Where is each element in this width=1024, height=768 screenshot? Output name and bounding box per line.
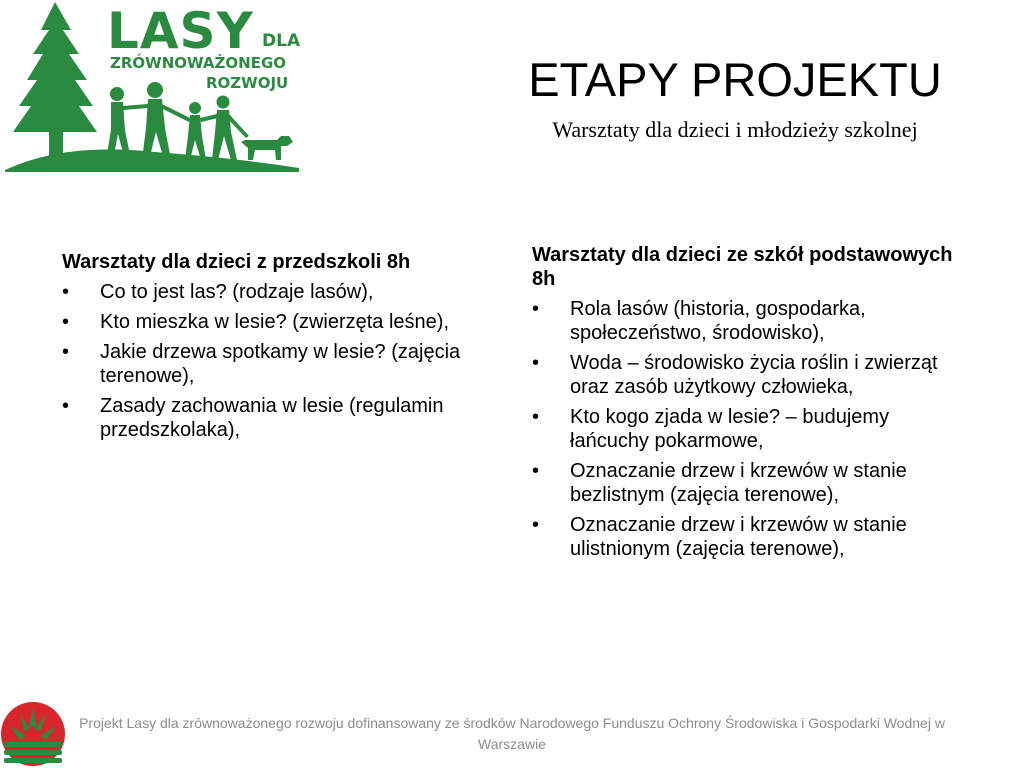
page-subtitle: Warsztaty dla dzieci i młodzieży szkolnej bbox=[552, 117, 918, 142]
list-item-text: Zasady zachowania w lesie (regulamin przedszkolaka), bbox=[100, 395, 444, 441]
list-item bbox=[62, 340, 482, 388]
list-item-text: Oznaczanie drzew i krzewów w stanie bezlistnym (zajęcia terenowe), bbox=[570, 460, 907, 506]
bullet-icon: • bbox=[532, 514, 540, 536]
list-item bbox=[532, 297, 972, 345]
list-item-text: Oznaczanie drzew i krzewów w stanie ulistnionym (zajęcia terenowe), bbox=[570, 514, 907, 560]
primary-school-topics-list bbox=[532, 297, 972, 561]
logo-text-rozwoju: ROZWOJU bbox=[206, 74, 289, 92]
bullet-icon: • bbox=[532, 352, 540, 374]
list-item-text: Kto kogo zjada w lesie? – budujemy łańcuchy pokarmowe, bbox=[570, 406, 890, 452]
logo-text-zrownowazonego: ZRÓWNOWAŻONEGO bbox=[110, 54, 287, 72]
list-item bbox=[532, 459, 972, 507]
nfosigw-emblem-icon bbox=[0, 698, 66, 768]
preschool-workshops-column bbox=[62, 250, 482, 448]
preschool-topics-list bbox=[62, 280, 482, 442]
list-item-text: Rola lasów (historia, gospodarka, społeczeństwo, środowisko), bbox=[570, 298, 866, 344]
list-item-text: Co to jest las? (rodzaje lasów), bbox=[100, 281, 374, 303]
bullet-icon: • bbox=[62, 281, 70, 303]
column-heading: Warsztaty dla dzieci ze szkół podstawowych 8h bbox=[532, 244, 953, 290]
list-item-text: Jakie drzewa spotkamy w lesie? (zajęcia terenowe), bbox=[100, 341, 461, 387]
column-heading: Warsztaty dla dzieci z przedszkoli 8h bbox=[62, 251, 411, 273]
list-item-text: Kto mieszka w lesie? (zwierzęta leśne), bbox=[100, 311, 450, 333]
list-item bbox=[532, 351, 972, 399]
list-item bbox=[532, 513, 972, 561]
list-item bbox=[62, 310, 482, 334]
logo-text-dla: DLA bbox=[262, 31, 301, 51]
list-item-text: Woda – środowisko życia roślin i zwierząt oraz zasób użytkowy człowieka, bbox=[570, 352, 938, 398]
page-title: ETAPY PROJEKTU bbox=[528, 53, 942, 106]
logo-text-lasy: LASY bbox=[107, 2, 254, 60]
bullet-icon: • bbox=[532, 406, 540, 428]
list-item bbox=[532, 405, 972, 453]
primary-school-workshops-column bbox=[532, 243, 972, 567]
list-item bbox=[62, 394, 482, 442]
list-item bbox=[62, 280, 482, 304]
project-logo bbox=[5, 2, 301, 174]
bullet-icon: • bbox=[532, 460, 540, 482]
bullet-icon: • bbox=[532, 298, 540, 320]
bullet-icon: • bbox=[62, 341, 70, 363]
bullet-icon: • bbox=[62, 395, 70, 417]
bullet-icon: • bbox=[62, 311, 70, 333]
funding-footer-text: Projekt Lasy dla zrównoważonego rozwoju dofinansowany ze środków Narodowego Funduszu Ochrony Środowiska i Gospodarki Wodnej w Warszawie bbox=[79, 715, 945, 752]
